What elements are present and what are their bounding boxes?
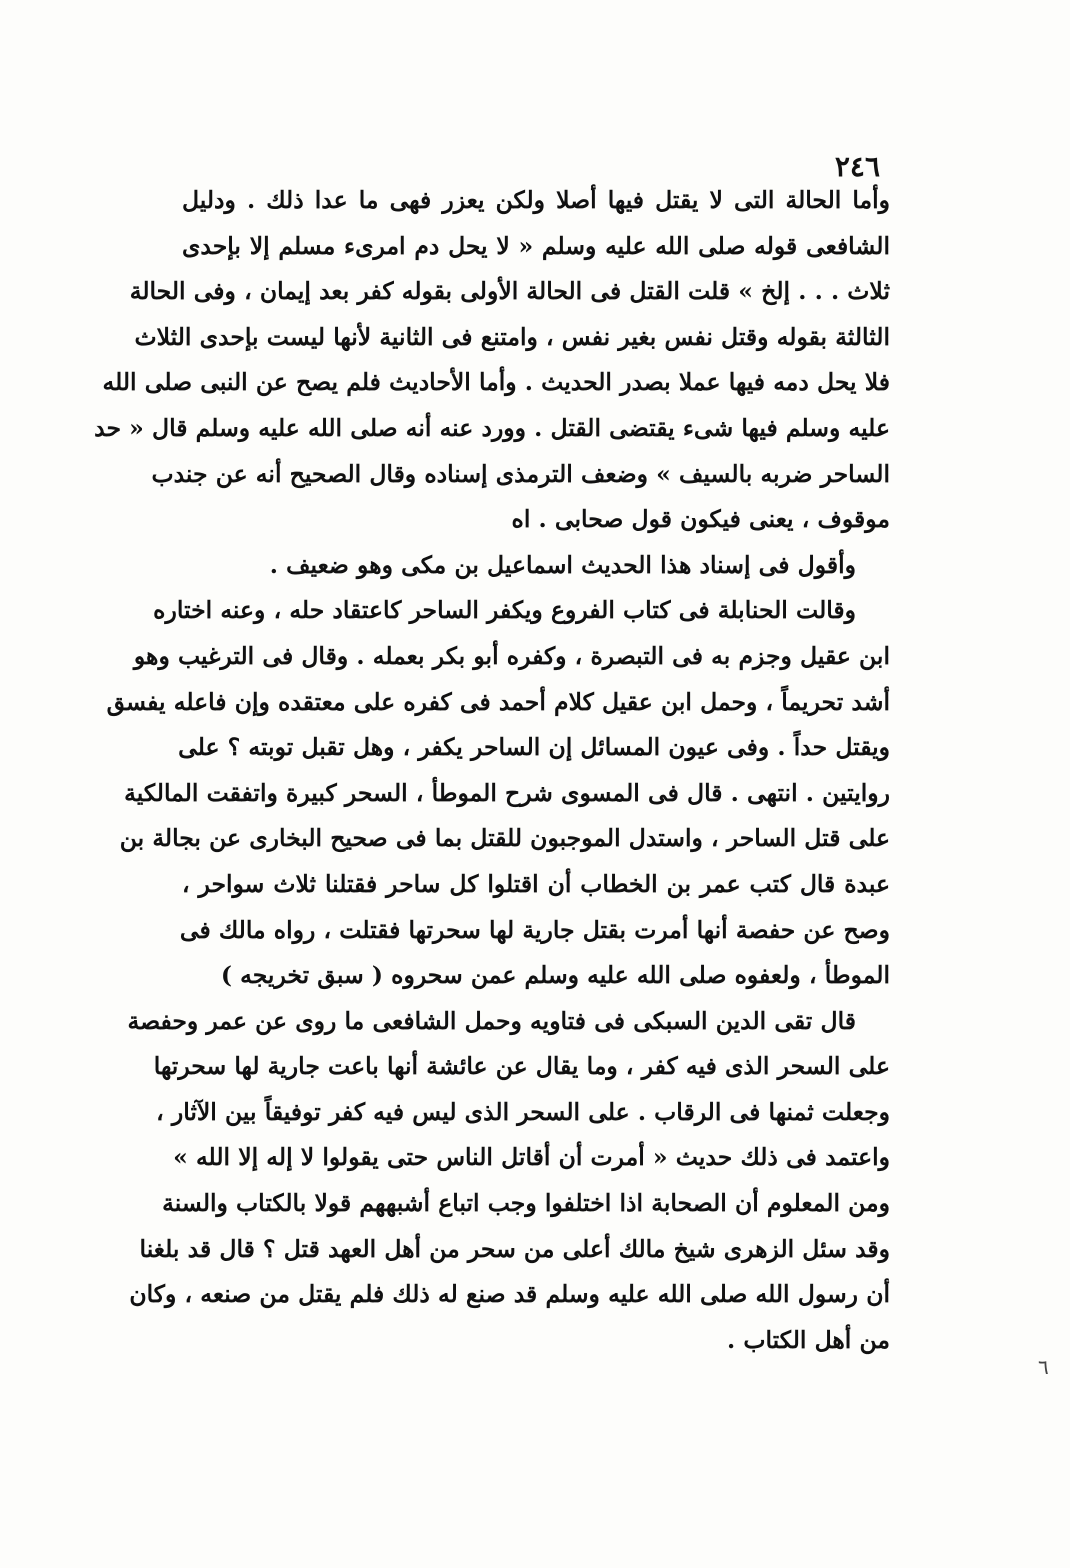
text-line: موقوف ، يعنى فيكون قول صحابى . اه	[511, 505, 890, 534]
text-line: فلا يحل دمه فيها عملا بصدر الحديث . وأما الأحاديث فلم يصح عن النبى صلى الله	[102, 368, 890, 397]
margin-mark: ٦	[1038, 1355, 1049, 1379]
text-line: واعتمد فى ذلك حديث « أمرت أن أقاتل الناس حتى يقولوا لا إله إلا الله »	[173, 1143, 890, 1172]
text-line: وقد سئل الزهرى شيخ مالك أعلى من سحر من أهل العهد قتل ؟ قال قد بلغنا	[139, 1234, 890, 1263]
text-line: وصح عن حفصة أنها أمرت بقتل جارية لها سحرتها فقتلت ، رواه مالك فى	[179, 915, 890, 944]
text-line: على السحر الذى فيه كفر ، وما يقال عن عائشة أنها باعت جارية لها سحرتها	[153, 1052, 890, 1081]
text-line: ومن المعلوم أن الصحابة اذا اختلفوا وجب اتباع أشبههم قولا بالكتاب والسنة	[162, 1189, 890, 1218]
page-number: ٢٤٦	[834, 150, 880, 183]
text-line: روايتين . انتهى . قال فى المسوى شرح الموطأ ، السحر كبيرة واتفقت المالكية	[124, 778, 890, 807]
text-line: الساحر ضربه بالسيف » وضعف الترمذى إسناده وقال الصحيح أنه عن جندب	[151, 459, 890, 488]
text-line: وقالت الحنابلة فى كتاب الفروع ويكفر الساحر كاعتقاد حله ، وعنه اختاره	[153, 596, 856, 625]
text-line: من أهل الكتاب .	[727, 1325, 890, 1354]
text-line: قال تقى الدين السبكى فى فتاويه وحمل الشافعى ما روى عن عمر وحفصة	[127, 1006, 856, 1035]
text-line: الثالثة بقوله وقتل نفس بغير نفس ، وامتنع فى الثانية لأنها ليست بإحدى الثلاث	[134, 322, 890, 351]
text-line: ثلاث . . . إلخ » قلت القتل فى الحالة الأولى بقوله كفر بعد إيمان ، وفى الحالة	[129, 277, 890, 306]
text-line: عبدة قال كتب عمر بن الخطاب أن اقتلوا كل ساحر فقتلنا ثلاث سواحر ،	[182, 869, 890, 898]
text-line: ويقتل حداً . وفى عيون المسائل إن الساحر يكفر ، وهل تقبل توبته ؟ على	[178, 733, 890, 762]
text-line: ابن عقيل وجزم به فى التبصرة ، وكفره أبو بكر بعمله . وقال فى الترغيب وهو	[133, 641, 890, 670]
text-line: وجعلت ثمنها فى الرقاب . على السحر الذى ليس فيه كفر توفيقاً بين الآثار ،	[156, 1097, 890, 1126]
text-line: أشد تحريماً ، وحمل ابن عقيل كلام أحمد فى كفره على معتقده وإن فاعله يفسق	[106, 687, 890, 716]
body-text	[94, 178, 890, 1363]
text-line: وأما الحالة التى لا يقتل فيها أصلا ولكن يعزر فهى ما عدا ذلك . ودليل	[182, 186, 890, 214]
text-line: عليه وسلم فيها شىء يقتضى القتل . وورد عنه أنه صلى الله عليه وسلم قال « حد	[94, 413, 890, 442]
text-line: وأقول فى إسناد هذا الحديث اسماعيل بن مكى وهو ضعيف .	[269, 550, 856, 579]
text-line: أن رسول الله صلى الله عليه وسلم قد صنع له ذلك فلم يقتل من صنعه ، وكان	[129, 1280, 890, 1309]
text-line: الشافعى قوله صلى الله عليه وسلم « لا يحل دم امرىء مسلم إلا بإحدى	[182, 231, 890, 260]
text-line: الموطأ ، ولعفوه صلى الله عليه وسلم عمن سحروه ( سبق تخريجه )	[220, 961, 890, 990]
text-line: على قتل الساحر ، واستدل الموجبون للقتل بما فى صحيح البخارى عن بجالة بن	[119, 824, 890, 853]
